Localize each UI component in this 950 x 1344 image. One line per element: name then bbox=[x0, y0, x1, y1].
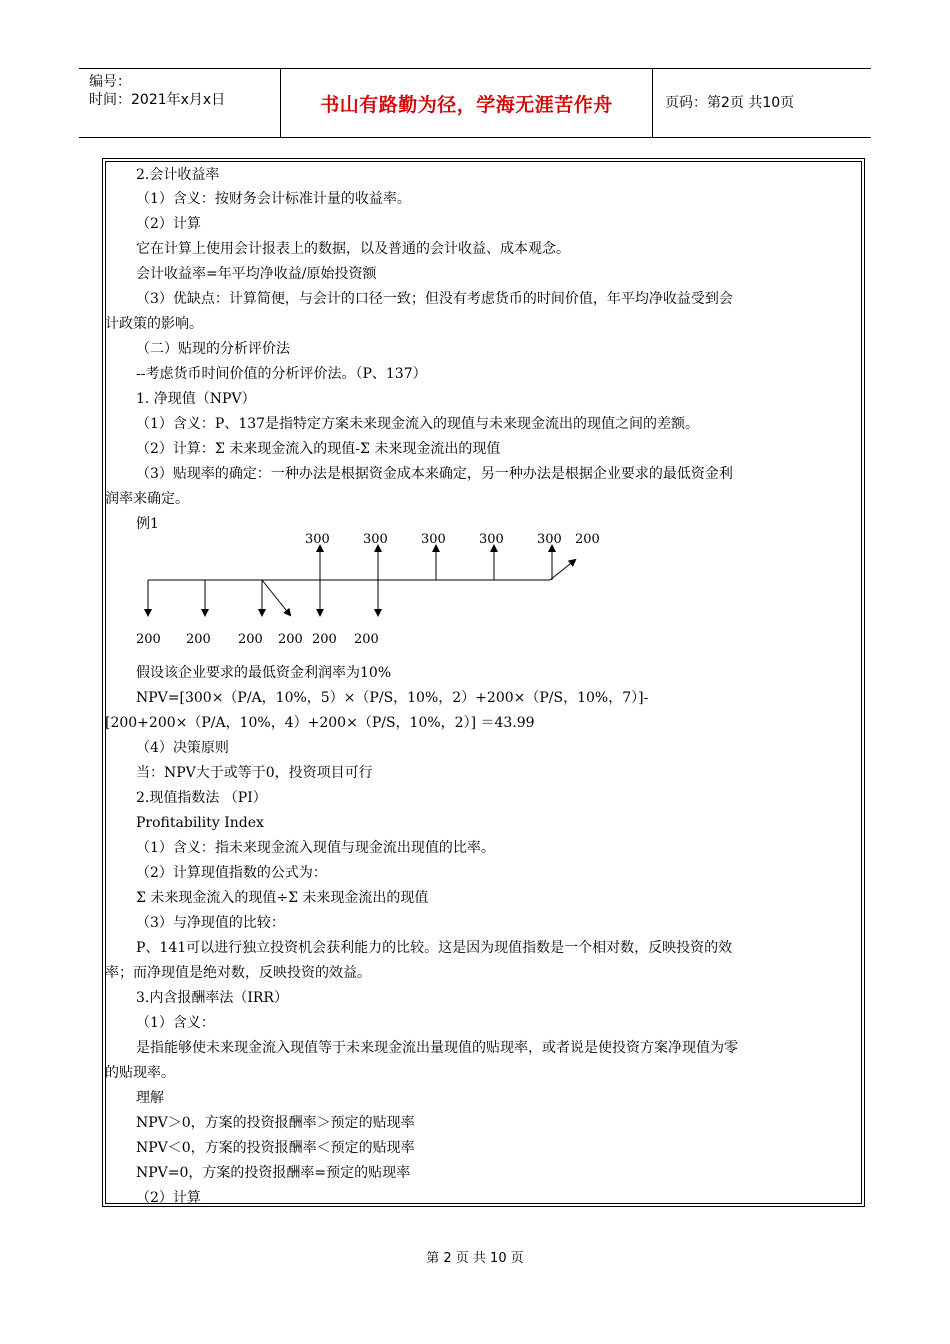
text-line: 2.现值指数法 （PI） bbox=[136, 790, 267, 806]
text-line: NPV＜0，方案的投资报酬率＜预定的贴现率 bbox=[136, 1140, 415, 1156]
inflow-arrows bbox=[305, 532, 562, 580]
text-line: （3）与净现值的比较： bbox=[136, 915, 285, 931]
outflow-label: 200 bbox=[136, 632, 161, 647]
text-line: Σ 未来现金流入的现值÷Σ 未来现金流出的现值 bbox=[136, 890, 429, 906]
text-line: （3）贴现率的确定：一种办法是根据资金成本来确定，另一种办法是根据企业要求的最低资金利 bbox=[136, 466, 733, 482]
text-line: 理解 bbox=[136, 1090, 164, 1106]
inflow-label: 300 bbox=[479, 532, 504, 547]
date-label: 时间：2021年x月x日 bbox=[89, 92, 226, 108]
text-line: （2）计算现值指数的公式为： bbox=[136, 865, 327, 881]
text-line: [200+200×（P/A，10%，4）+200×（P/S，10%，2）] ＝43.99 bbox=[105, 715, 535, 731]
text-line: （2）计算 bbox=[136, 216, 201, 232]
page-footer: 第 2 页 共 10 页 bbox=[426, 1251, 524, 1266]
text-line: NPV=[300×（P/A，10%，5）×（P/S，10%，2）+200×（P/S，10%，7）]- bbox=[136, 690, 649, 706]
final-inflow-arrow bbox=[550, 560, 575, 580]
text-line: 它在计算上使用会计报表上的数据，以及普通的会计收益、成本观念。 bbox=[136, 241, 570, 257]
text-line: （1）含义：按财务会计标准计量的收益率。 bbox=[136, 191, 411, 207]
text-line: 的贴现率。 bbox=[105, 1065, 175, 1081]
text-line: 当：NPV大于或等于0，投资项目可行 bbox=[136, 765, 373, 781]
text-line: --考虑货币时间价值的分析评价法。（P、137） bbox=[136, 366, 427, 382]
text-line: 率；而净现值是绝对数，反映投资的效益。 bbox=[105, 965, 371, 981]
text-line: （2）计算：Σ 未来现金流入的现值-Σ 未来现金流出的现值 bbox=[136, 441, 501, 457]
text-line: （3）优缺点：计算简便，与会计的口径一致；但没有考虑货币的时间价值，年平均净收益受到会 bbox=[136, 291, 733, 307]
number-label: 编号： bbox=[89, 74, 131, 90]
header-left-cell bbox=[79, 69, 281, 137]
text-line: 假设该企业要求的最低资金利润率为10% bbox=[136, 665, 392, 681]
outflow-label: 200 bbox=[278, 632, 303, 647]
text-line: （1）含义： bbox=[136, 1015, 215, 1031]
outflow-label: 200 bbox=[312, 632, 337, 647]
text-line: NPV=0，方案的投资报酬率=预定的贴现率 bbox=[136, 1165, 411, 1181]
inflow-label: 300 bbox=[363, 532, 388, 547]
text-line: P、141可以进行独立投资机会获利能力的比较。这是因为现值指数是一个相对数，反映投资的效 bbox=[136, 940, 733, 956]
text-line: （4）决策原则 bbox=[136, 740, 229, 756]
text-line: 1. 净现值（NPV） bbox=[136, 391, 256, 407]
text-line: Profitability Index bbox=[136, 815, 264, 831]
outflow-label: 200 bbox=[238, 632, 263, 647]
outflow-arrows bbox=[136, 580, 379, 647]
inflow-label: 300 bbox=[421, 532, 446, 547]
inflow-label: 300 bbox=[305, 532, 330, 547]
text-line: 润率来确定。 bbox=[105, 491, 189, 507]
cash-flow-diagram bbox=[120, 530, 640, 655]
text-line: （2）计算 bbox=[136, 1190, 201, 1206]
diagonal-outflow-arrow bbox=[262, 580, 290, 615]
outflow-label: 200 bbox=[186, 632, 211, 647]
final-inflow-label: 200 bbox=[575, 532, 600, 547]
text-line: NPV＞0，方案的投资报酬率＞预定的贴现率 bbox=[136, 1115, 415, 1131]
header-motto-cell bbox=[281, 69, 653, 137]
motto-text: 书山有路勤为径，学海无涯苦作舟 bbox=[320, 93, 613, 116]
text-line: 计政策的影响。 bbox=[105, 316, 203, 332]
outflow-label: 200 bbox=[354, 632, 379, 647]
text-line: （1）含义：指未来现金流入现值与现金流出现值的比率。 bbox=[136, 840, 495, 856]
header-right-cell bbox=[653, 69, 871, 137]
text-line: 例1 bbox=[136, 516, 159, 532]
page-header bbox=[79, 68, 871, 138]
inflow-label: 300 bbox=[537, 532, 562, 547]
text-line: （1）含义：P、137是指特定方案未来现金流入的现值与未来现金流出的现值之间的差额。 bbox=[136, 416, 700, 432]
page-number-label: 页码：第2页 共10页 bbox=[665, 95, 795, 111]
text-line: 3.内含报酬率法（IRR） bbox=[136, 990, 288, 1006]
text-line: （二）贴现的分析评价法 bbox=[136, 341, 290, 357]
text-line: 2.会计收益率 bbox=[136, 167, 220, 183]
text-line: 是指能够使未来现金流入现值等于未来现金流出量现值的贴现率，或者说是使投资方案净现值为零 bbox=[136, 1040, 738, 1056]
text-line: 会计收益率=年平均净收益/原始投资额 bbox=[136, 266, 377, 282]
